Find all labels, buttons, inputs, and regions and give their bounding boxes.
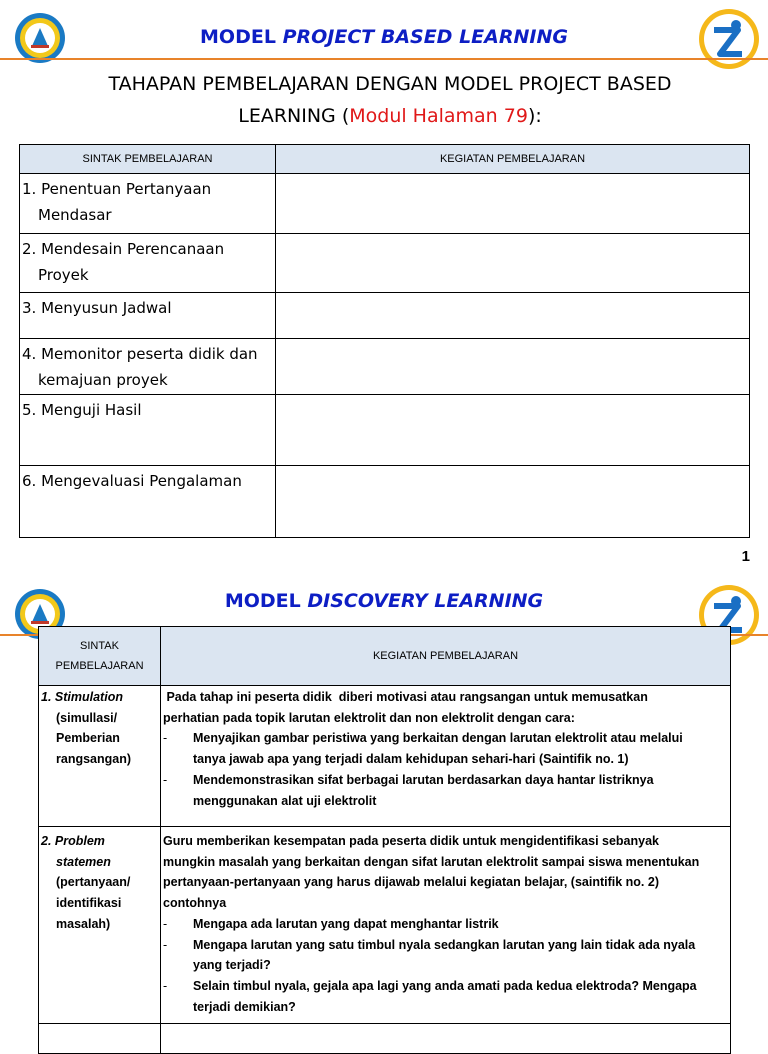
heading-line-1: TAHAPAN PEMBELAJARAN DENGAN MODEL PROJECT BASED	[108, 73, 672, 95]
activity-cell[interactable]	[276, 174, 750, 234]
table-header-row	[20, 145, 750, 174]
syntax-cell: 4. Memonitor peserta didik dan kemajuan proyek	[20, 339, 276, 395]
kurikulum-2013-logo-icon	[698, 8, 760, 70]
table-row	[39, 686, 731, 827]
activity-cell: Guru memberikan kesempatan pada peserta didik untuk mengidentifikasi sebanyak mungkin masalah yang berkaitan dengan sifat larutan elektrolit sampai siswa menentukan pertanyaan-pertanyaan yang harus dijawab melalui kegiatan belajar, (saintifik no. 2) contohnya - Mengapa ada larutan yang dapat menghantar listrik - Mengapa larutan yang satu timbul nyala sedangkan larutan yang lain tidak ada nyala yang terjadi? - Selain timbul nyala, gejala apa lagi yang anda amati pada kedua elektroda? Mengapa terjadi demikian?	[161, 827, 731, 1024]
list-item: - Mengapa larutan yang satu timbul nyala sedangkan larutan yang lain tidak ada nyala yang terjadi?	[163, 937, 696, 973]
title-model-name: DISCOVERY LEARNING	[307, 590, 544, 612]
activity-cell[interactable]	[276, 395, 750, 466]
column-header-kegiatan: KEGIATAN PEMBELAJARAN	[276, 145, 750, 174]
title-model-name: PROJECT BASED LEARNING	[282, 26, 568, 48]
pjbl-syntax-table	[19, 144, 750, 538]
title-prefix: MODEL	[224, 590, 301, 612]
list-item: - Mengapa ada larutan yang dapat menghantar listrik	[163, 916, 499, 931]
table-row	[20, 293, 750, 339]
heading-line-2: LEARNING (Modul Halaman 79):	[238, 105, 542, 127]
syntax-cell: 3. Menyusun Jadwal	[20, 293, 276, 339]
slide-title	[0, 590, 768, 612]
table-row-cutoff	[39, 1024, 731, 1054]
title-prefix: MODEL	[200, 26, 276, 48]
activity-cell[interactable]	[276, 293, 750, 339]
activity-cell: Pada tahap ini peserta didik diberi motivasi atau rangsangan untuk memusatkan perhatian pada topik larutan elektrolit dan non elektrolit dengan cara: - Menyajikan gambar peristiwa yang berkaitan dengan larutan elektrolit atau melalui tanya jawab apa yang terjadi dalam kehidupan sehari-hari (Saintifik no. 1) - Mendemonstrasikan sifat berbagai larutan berdasarkan daya hantar listriknya menggunakan alat uji elektrolit	[161, 686, 731, 827]
table-row	[39, 827, 731, 1024]
discovery-syntax-table	[38, 626, 731, 1054]
module-page-reference: Modul Halaman 79	[349, 105, 528, 127]
syntax-cell: 1. Penentuan Pertanyaan Mendasar	[20, 174, 276, 234]
list-item: - Mendemonstrasikan sifat berbagai larutan berdasarkan daya hantar listriknya menggunakan alat uji elektrolit	[163, 772, 654, 808]
column-header-sintak: SINTAK PEMBELAJARAN	[20, 145, 276, 174]
list-item: - Selain timbul nyala, gejala apa lagi yang anda amati pada kedua elektroda? Mengapa terjadi demikian?	[163, 978, 697, 1014]
table-row	[20, 234, 750, 293]
syntax-name: Problem	[54, 834, 105, 848]
slide-discovery-learning	[0, 568, 768, 1024]
page-heading	[60, 68, 720, 132]
syntax-cell: 2. Problem statemen (pertanyaan/ identifikasi masalah)	[39, 827, 161, 1024]
column-header-sintak: SINTAK PEMBELAJARAN	[39, 627, 161, 686]
header-divider	[0, 58, 768, 60]
activity-cell[interactable]	[276, 466, 750, 538]
list-item: - Menyajikan gambar peristiwa yang berkaitan dengan larutan elektrolit atau melalui tanya jawab apa yang terjadi dalam kehidupan sehari-hari (Saintifik no. 1)	[163, 731, 683, 767]
table-row	[20, 339, 750, 395]
syntax-cell: 2. Mendesain Perencanaan Proyek	[20, 234, 276, 293]
page-number: 1	[741, 548, 750, 565]
column-header-kegiatan: KEGIATAN PEMBELAJARAN	[161, 627, 731, 686]
table-header-row	[39, 627, 731, 686]
syntax-cell: 1. Stimulation (simullasi/ Pemberian rangsangan)	[39, 686, 161, 827]
activity-cell[interactable]	[276, 339, 750, 395]
slide-title	[0, 26, 768, 48]
syntax-name: Stimulation	[54, 690, 123, 704]
syntax-cell: 6. Mengevaluasi Pengalaman	[20, 466, 276, 538]
table-row	[20, 174, 750, 234]
activity-cell[interactable]	[276, 234, 750, 293]
syntax-cell: 5. Menguji Hasil	[20, 395, 276, 466]
table-row	[20, 466, 750, 538]
table-row	[20, 395, 750, 466]
